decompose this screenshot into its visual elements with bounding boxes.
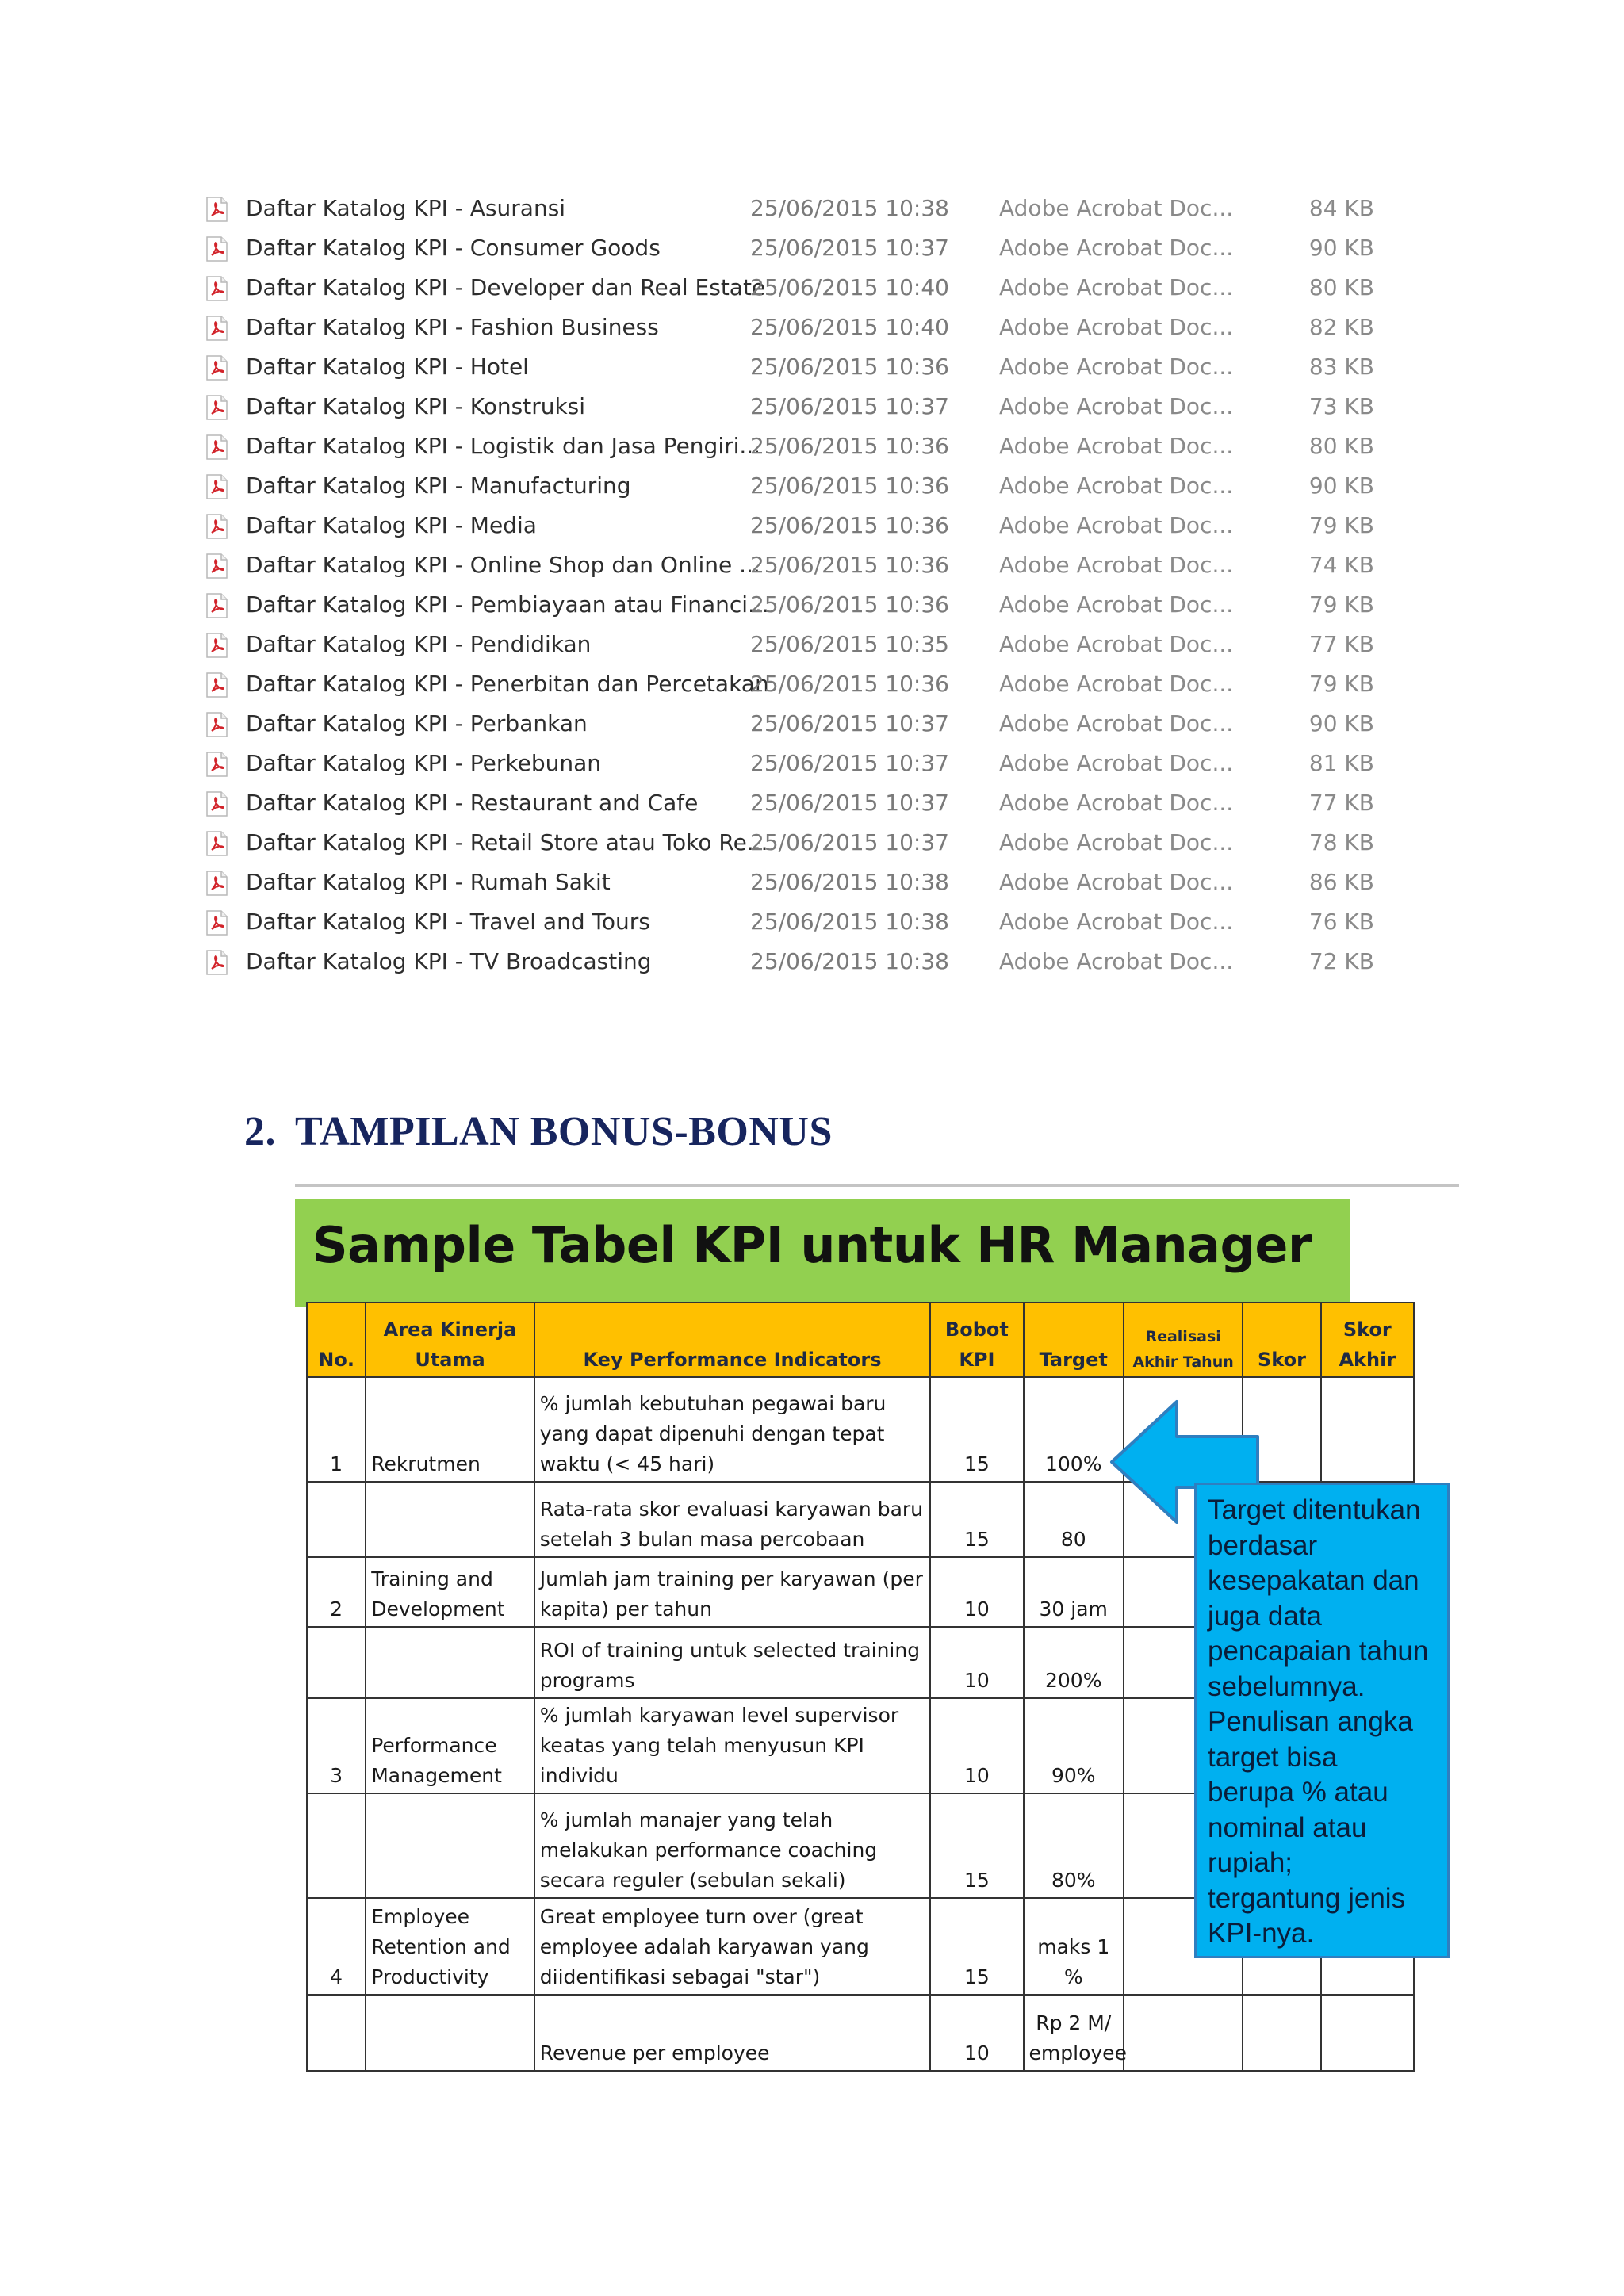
file-row[interactable]: [205, 664, 1410, 704]
file-row[interactable]: [205, 347, 1410, 387]
file-size: 90 KB: [1308, 235, 1374, 261]
file-name: Daftar Katalog KPI - Rumah Sakit: [246, 869, 611, 895]
cell-skor-akhir: [1321, 1377, 1414, 1482]
file-date: 25/06/2015 10:38: [750, 948, 949, 974]
pdf-file-icon: [205, 236, 228, 262]
file-date: 25/06/2015 10:40: [750, 274, 949, 300]
file-row[interactable]: [205, 387, 1410, 427]
file-type: Adobe Acrobat Doc...: [999, 671, 1234, 697]
file-type: Adobe Acrobat Doc...: [999, 354, 1234, 380]
file-size: 81 KB: [1308, 750, 1374, 776]
cell-kpi: % jumlah kebutuhan pegawai baru yang dapat dipenuhi dengan tepat waktu (< 45 hari): [534, 1377, 930, 1482]
file-type: Adobe Acrobat Doc...: [999, 591, 1234, 618]
file-type: Adobe Acrobat Doc...: [999, 235, 1234, 261]
file-date: 25/06/2015 10:36: [750, 552, 949, 578]
header-kpi: Key Performance Indicators: [534, 1303, 930, 1377]
file-row[interactable]: [205, 863, 1410, 902]
file-type: Adobe Acrobat Doc...: [999, 473, 1234, 499]
cell-no: [307, 1627, 366, 1698]
file-type: Adobe Acrobat Doc...: [999, 829, 1234, 855]
file-size: 80 KB: [1308, 274, 1374, 300]
pdf-file-icon: [205, 316, 228, 341]
pdf-file-icon: [205, 910, 228, 936]
file-date: 25/06/2015 10:36: [750, 433, 949, 459]
cell-area: Employee Retention and Productivity: [366, 1898, 534, 1995]
file-type: Adobe Acrobat Doc...: [999, 631, 1234, 657]
file-name: Daftar Katalog KPI - Manufacturing: [246, 473, 631, 499]
file-type: Adobe Acrobat Doc...: [999, 750, 1234, 776]
pdf-file-icon: [205, 672, 228, 698]
file-row[interactable]: [205, 466, 1410, 506]
file-name: Daftar Katalog KPI - Travel and Tours: [246, 909, 650, 935]
file-date: 25/06/2015 10:36: [750, 512, 949, 538]
file-name: Daftar Katalog KPI - Media: [246, 512, 537, 538]
kpi-header-row: [307, 1303, 1414, 1377]
cell-no: 2: [307, 1557, 366, 1627]
file-type: Adobe Acrobat Doc...: [999, 274, 1234, 300]
cell-kpi: Rata-rata skor evaluasi karyawan baru setelah 3 bulan masa percobaan: [534, 1482, 930, 1557]
cell-bobot: 15: [930, 1377, 1023, 1482]
file-name: Daftar Katalog KPI - Hotel: [246, 354, 529, 380]
file-type: Adobe Acrobat Doc...: [999, 948, 1234, 974]
cell-area: [366, 1793, 534, 1898]
cell-area: Training and Development: [366, 1557, 534, 1627]
cell-area: Rekrutmen: [366, 1377, 534, 1482]
header-realisasi: Realisasi Akhir Tahun: [1124, 1303, 1243, 1377]
cell-target: maks 1 %: [1024, 1898, 1124, 1995]
header-bobot: Bobot KPI: [930, 1303, 1023, 1377]
pdf-file-icon: [205, 950, 228, 975]
cell-target: 80%: [1024, 1793, 1124, 1898]
cell-kpi: ROI of training untuk selected training programs: [534, 1627, 930, 1698]
cell-area: [366, 1627, 534, 1698]
file-size: 77 KB: [1308, 790, 1374, 816]
file-row[interactable]: [205, 823, 1410, 863]
cell-realisasi: [1124, 1995, 1243, 2071]
pdf-file-icon: [205, 791, 228, 817]
file-type: Adobe Acrobat Doc...: [999, 710, 1234, 737]
file-date: 25/06/2015 10:38: [750, 195, 949, 221]
file-name: Daftar Katalog KPI - Asuransi: [246, 195, 566, 221]
file-row[interactable]: [205, 308, 1410, 347]
callout-note: Target ditentukan berdasar kesepakatan dan juga data pencapaian tahun sebelumnya. Penulisan angka target bisa berupa % atau nominal atau rupiah; tergantung jenis KPI-nya.: [1194, 1483, 1450, 1958]
cell-bobot: 10: [930, 1557, 1023, 1627]
file-date: 25/06/2015 10:35: [750, 631, 949, 657]
file-size: 86 KB: [1308, 869, 1374, 895]
header-skor-akhir: Skor Akhir: [1321, 1303, 1414, 1377]
cell-area: [366, 1995, 534, 2071]
section-heading: [244, 1108, 833, 1155]
file-name: Daftar Katalog KPI - Developer dan Real Estate: [246, 274, 766, 300]
pdf-file-icon: [205, 474, 228, 499]
cell-kpi: Revenue per employee: [534, 1995, 930, 2071]
cell-no: 1: [307, 1377, 366, 1482]
file-date: 25/06/2015 10:38: [750, 869, 949, 895]
file-date: 25/06/2015 10:36: [750, 591, 949, 618]
cell-bobot: 10: [930, 1995, 1023, 2071]
file-name: Daftar Katalog KPI - Restaurant and Cafe: [246, 790, 699, 816]
file-date: 25/06/2015 10:36: [750, 671, 949, 697]
table-row: [307, 1995, 1414, 2071]
pdf-file-icon: [205, 593, 228, 618]
file-size: 79 KB: [1308, 671, 1374, 697]
file-type: Adobe Acrobat Doc...: [999, 790, 1234, 816]
pdf-file-icon: [205, 395, 228, 420]
file-size: 90 KB: [1308, 473, 1374, 499]
pdf-file-icon: [205, 276, 228, 301]
file-size: 74 KB: [1308, 552, 1374, 578]
file-row[interactable]: [205, 744, 1410, 783]
pdf-file-icon: [205, 871, 228, 896]
cell-no: [307, 1482, 366, 1557]
file-size: 90 KB: [1308, 710, 1374, 737]
file-row[interactable]: [205, 704, 1410, 744]
file-size: 76 KB: [1308, 909, 1374, 935]
file-type: Adobe Acrobat Doc...: [999, 433, 1234, 459]
file-date: 25/06/2015 10:37: [750, 235, 949, 261]
cell-no: [307, 1793, 366, 1898]
cell-area: Performance Management: [366, 1698, 534, 1793]
file-row[interactable]: [205, 902, 1410, 942]
header-no: No.: [307, 1303, 366, 1377]
cell-skor-akhir: [1321, 1995, 1414, 2071]
file-name: Daftar Katalog KPI - Pendidikan: [246, 631, 592, 657]
pdf-file-icon: [205, 831, 228, 856]
file-name: Daftar Katalog KPI - Retail Store atau Toko Re...: [246, 829, 768, 855]
file-row[interactable]: [205, 189, 1410, 228]
file-row[interactable]: [205, 545, 1410, 585]
file-type: Adobe Acrobat Doc...: [999, 869, 1234, 895]
pdf-file-icon: [205, 553, 228, 579]
file-date: 25/06/2015 10:36: [750, 354, 949, 380]
cell-bobot: 10: [930, 1698, 1023, 1793]
file-name: Daftar Katalog KPI - Perbankan: [246, 710, 588, 737]
cell-bobot: 15: [930, 1482, 1023, 1557]
file-type: Adobe Acrobat Doc...: [999, 393, 1234, 419]
file-date: 25/06/2015 10:40: [750, 314, 949, 340]
file-size: 72 KB: [1308, 948, 1374, 974]
file-list: [205, 189, 1410, 982]
file-type: Adobe Acrobat Doc...: [999, 195, 1234, 221]
kpi-table-title: Sample Tabel KPI untuk HR Manager: [312, 1216, 1312, 1274]
file-date: 25/06/2015 10:37: [750, 829, 949, 855]
cell-skor: [1243, 1995, 1320, 2071]
file-row[interactable]: [205, 268, 1410, 308]
header-area: Area Kinerja Utama: [366, 1303, 534, 1377]
pdf-file-icon: [205, 712, 228, 737]
file-row[interactable]: [205, 942, 1410, 982]
file-name: Daftar Katalog KPI - Consumer Goods: [246, 235, 661, 261]
cell-area: [366, 1482, 534, 1557]
pdf-file-icon: [205, 434, 228, 460]
pdf-file-icon: [205, 514, 228, 539]
cell-kpi: Great employee turn over (great employee adalah karyawan yang diidentifikasi sebagai "star"): [534, 1898, 930, 1995]
pdf-file-icon: [205, 752, 228, 777]
file-size: 80 KB: [1308, 433, 1374, 459]
pdf-file-icon: [205, 355, 228, 381]
file-row[interactable]: [205, 585, 1410, 625]
file-type: Adobe Acrobat Doc...: [999, 314, 1234, 340]
file-type: Adobe Acrobat Doc...: [999, 512, 1234, 538]
file-date: 25/06/2015 10:37: [750, 790, 949, 816]
header-skor: Skor: [1243, 1303, 1320, 1377]
cell-target: 80: [1024, 1482, 1124, 1557]
file-name: Daftar Katalog KPI - Penerbitan dan Percetakan: [246, 671, 769, 697]
file-row[interactable]: [205, 783, 1410, 823]
cell-no: 4: [307, 1898, 366, 1995]
file-row[interactable]: [205, 228, 1410, 268]
file-date: 25/06/2015 10:37: [750, 750, 949, 776]
heading-divider: [295, 1184, 1459, 1187]
section-number: 2.: [244, 1109, 276, 1154]
file-size: 78 KB: [1308, 829, 1374, 855]
cell-no: 3: [307, 1698, 366, 1793]
cell-target: Rp 2 M/ employee: [1024, 1995, 1124, 2071]
file-type: Adobe Acrobat Doc...: [999, 552, 1234, 578]
pdf-file-icon: [205, 197, 228, 222]
file-size: 84 KB: [1308, 195, 1374, 221]
file-date: 25/06/2015 10:37: [750, 710, 949, 737]
file-date: 25/06/2015 10:36: [750, 473, 949, 499]
cell-target: 90%: [1024, 1698, 1124, 1793]
section-title: TAMPILAN BONUS-BONUS: [295, 1109, 833, 1154]
file-size: 79 KB: [1308, 512, 1374, 538]
file-name: Daftar Katalog KPI - Konstruksi: [246, 393, 586, 419]
cell-kpi: % jumlah manajer yang telah melakukan performance coaching secara reguler (sebulan sekali): [534, 1793, 930, 1898]
cell-bobot: 15: [930, 1793, 1023, 1898]
cell-bobot: 15: [930, 1898, 1023, 1995]
header-target: Target: [1024, 1303, 1124, 1377]
file-name: Daftar Katalog KPI - Perkebunan: [246, 750, 602, 776]
file-name: Daftar Katalog KPI - Pembiayaan atau Financi...: [246, 591, 769, 618]
file-type: Adobe Acrobat Doc...: [999, 909, 1234, 935]
file-date: 25/06/2015 10:37: [750, 393, 949, 419]
cell-no: [307, 1995, 366, 2071]
file-name: Daftar Katalog KPI - TV Broadcasting: [246, 948, 652, 974]
file-row[interactable]: [205, 506, 1410, 545]
kpi-title-bar: [295, 1199, 1350, 1307]
cell-target: 100%: [1024, 1377, 1124, 1482]
file-size: 82 KB: [1308, 314, 1374, 340]
file-size: 83 KB: [1308, 354, 1374, 380]
file-size: 73 KB: [1308, 393, 1374, 419]
file-date: 25/06/2015 10:38: [750, 909, 949, 935]
file-name: Daftar Katalog KPI - Fashion Business: [246, 314, 659, 340]
file-size: 77 KB: [1308, 631, 1374, 657]
file-size: 79 KB: [1308, 591, 1374, 618]
cell-kpi: % jumlah karyawan level supervisor keatas yang telah menyusun KPI individu: [534, 1698, 930, 1793]
cell-target: 30 jam: [1024, 1557, 1124, 1627]
file-name: Daftar Katalog KPI - Online Shop dan Online ...: [246, 552, 760, 578]
cell-target: 200%: [1024, 1627, 1124, 1698]
cell-bobot: 10: [930, 1627, 1023, 1698]
file-name: Daftar Katalog KPI - Logistik dan Jasa Pengiri...: [246, 433, 761, 459]
pdf-file-icon: [205, 633, 228, 658]
file-row[interactable]: [205, 427, 1410, 466]
file-row[interactable]: [205, 625, 1410, 664]
cell-kpi: Jumlah jam training per karyawan (per kapita) per tahun: [534, 1557, 930, 1627]
